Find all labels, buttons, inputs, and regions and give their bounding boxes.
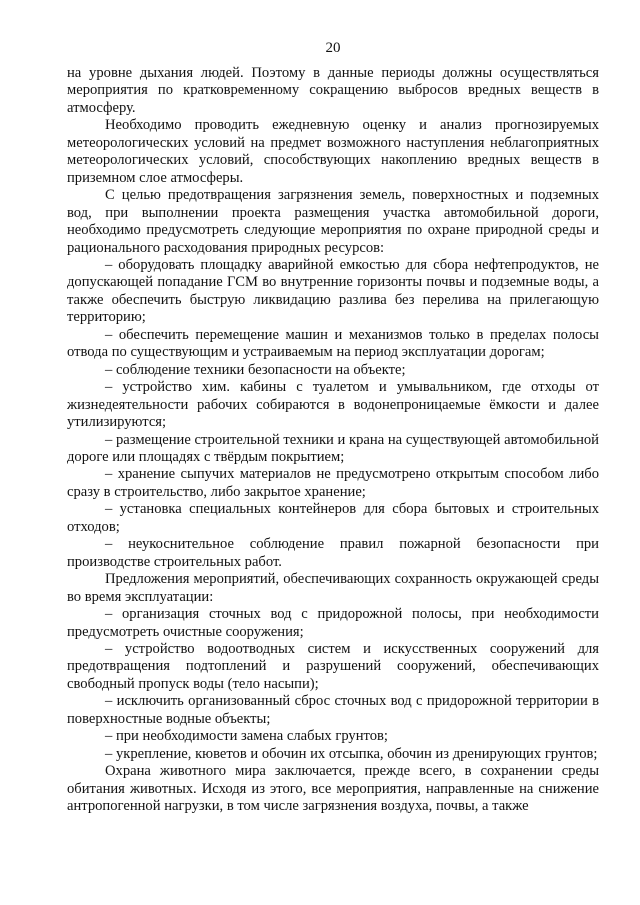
document-page	[67, 40, 599, 815]
document-body	[67, 65, 599, 815]
list-item: – размещение строительной техники и крана на существующей автомобильной дороге или площадях с твёрдым покрытием;	[67, 431, 599, 465]
list-item: – исключить организованный сброс сточных вод с придорожной территории в поверхностные водные объекты;	[67, 693, 599, 727]
list-item: – устройство хим. кабины с туалетом и умывальником, где отходы от жизнедеятельности рабочих собираются в водонепроницаемые ёмкости и далее утилизируются;	[67, 379, 599, 431]
page-number: 20	[325, 40, 341, 56]
list-item: – организация сточных вод с придорожной полосы, при необходимости предусмотреть очистные сооружения;	[67, 606, 599, 640]
list-item: – укрепление, кюветов и обочин их отсыпка, обочин из дренирующих грунтов;	[105, 745, 598, 762]
list-item: – соблюдение техники безопасности на объекте;	[105, 361, 406, 378]
list-item: – неукоснительное соблюдение правил пожарной безопасности при производстве строительных работ.	[67, 536, 599, 570]
list-item: – обеспечить перемещение машин и механизмов только в пределах полосы отвода по существующим и устраиваемым на период эксплуатации дорогам;	[67, 326, 599, 361]
paragraph: на уровне дыхания людей. Поэтому в данные периоды должны осуществляться мероприятия по кратковременному сокращению выбросов вредных веществ в атмосферу.	[67, 65, 599, 116]
list-item: – при необходимости замена слабых грунтов;	[105, 728, 388, 745]
paragraph: С целью предотвращения загрязнения земель, поверхностных и подземных вод, при выполнении проекта размещения участка автомобильной дороги, необходимо предусмотреть следующие мероприятия по охране природной среды и рационального расходования природных ресурсов:	[67, 187, 599, 256]
paragraph: Предложения мероприятий, обеспечивающих сохранность окружающей среды во время эксплуатации:	[67, 571, 599, 605]
list-item: – установка специальных контейнеров для сбора бытовых и строительных отходов;	[67, 501, 599, 535]
paragraph: Охрана животного мира заключается, прежде всего, в сохранении среды обитания животных. Исходя из этого, все мероприятия, направленные на снижение антропогенной нагрузки, в том числе загрязнения воздуха, почвы, а также	[67, 763, 599, 815]
list-item: – устройство водоотводных систем и искусственных сооружений для предотвращения подтоплений и разрушений сооружений, обеспечивающих свободный пропуск воды (тело насыпи);	[67, 640, 599, 692]
paragraph: Необходимо проводить ежедневную оценку и анализ прогнозируемых метеорологических условий на предмет возможного наступления неблагоприятных метеорологических условий, способствующих накоплению вредных веществ в приземном слое атмосферы.	[67, 117, 599, 186]
list-item: – оборудовать площадку аварийной емкостью для сбора нефтепродуктов, не допускающей попадание ГСМ во внутренние горизонты почвы и подземные воды, а также обеспечить быструю ликвидацию разлива без перелива на прилегающую территорию;	[67, 256, 599, 326]
list-item: – хранение сыпучих материалов не предусмотрено открытым способом либо сразу в строительство, либо закрытое хранение;	[67, 466, 599, 500]
